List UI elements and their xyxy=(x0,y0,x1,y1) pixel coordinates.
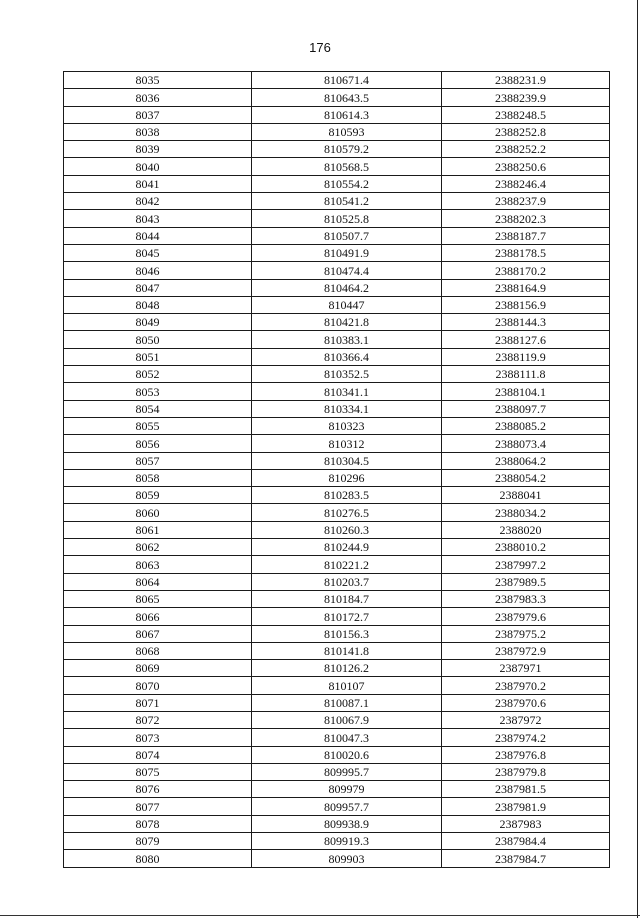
x-coordinate-cell: 810643.5 xyxy=(252,89,442,106)
table-row xyxy=(64,763,610,780)
table-row xyxy=(64,452,610,469)
x-coordinate-cell: 810087.1 xyxy=(252,694,442,711)
point-id-cell: 8049 xyxy=(64,314,252,331)
table-row xyxy=(64,123,610,140)
x-coordinate-cell: 810474.4 xyxy=(252,262,442,279)
x-coordinate-cell: 810296 xyxy=(252,469,442,486)
y-coordinate-cell: 2387972.9 xyxy=(442,642,610,659)
point-id-cell: 8080 xyxy=(64,850,252,867)
point-id-cell: 8047 xyxy=(64,279,252,296)
y-coordinate-cell: 2388202.3 xyxy=(442,210,610,227)
point-id-cell: 8061 xyxy=(64,521,252,538)
x-coordinate-cell: 809995.7 xyxy=(252,763,442,780)
point-id-cell: 8079 xyxy=(64,833,252,850)
y-coordinate-cell: 2388073.4 xyxy=(442,435,610,452)
x-coordinate-cell: 810383.1 xyxy=(252,331,442,348)
y-coordinate-cell: 2388246.4 xyxy=(442,175,610,192)
point-id-cell: 8065 xyxy=(64,590,252,607)
y-coordinate-cell: 2388164.9 xyxy=(442,279,610,296)
table-row xyxy=(64,314,610,331)
y-coordinate-cell: 2388111.8 xyxy=(442,366,610,383)
y-coordinate-cell: 2388104.1 xyxy=(442,383,610,400)
x-coordinate-cell: 809938.9 xyxy=(252,815,442,832)
table-row xyxy=(64,244,610,261)
x-coordinate-cell: 810047.3 xyxy=(252,729,442,746)
table-row xyxy=(64,625,610,642)
point-id-cell: 8072 xyxy=(64,711,252,728)
point-id-cell: 8064 xyxy=(64,573,252,590)
point-id-cell: 8067 xyxy=(64,625,252,642)
table-row xyxy=(64,539,610,556)
x-coordinate-cell: 810593 xyxy=(252,123,442,140)
table-row xyxy=(64,400,610,417)
table-row xyxy=(64,469,610,486)
x-coordinate-cell: 810126.2 xyxy=(252,660,442,677)
table-row xyxy=(64,711,610,728)
x-coordinate-cell: 810579.2 xyxy=(252,141,442,158)
y-coordinate-cell: 2388187.7 xyxy=(442,227,610,244)
table-row xyxy=(64,383,610,400)
y-coordinate-cell: 2387974.2 xyxy=(442,729,610,746)
x-coordinate-cell: 810614.3 xyxy=(252,106,442,123)
table-row xyxy=(64,72,610,89)
table-row xyxy=(64,366,610,383)
table-row xyxy=(64,89,610,106)
y-coordinate-cell: 2387997.2 xyxy=(442,556,610,573)
table-row xyxy=(64,279,610,296)
table-row xyxy=(64,556,610,573)
y-coordinate-cell: 2388144.3 xyxy=(442,314,610,331)
y-coordinate-cell: 2387979.6 xyxy=(442,608,610,625)
point-id-cell: 8055 xyxy=(64,417,252,434)
x-coordinate-cell: 810334.1 xyxy=(252,400,442,417)
page-edge-bottom xyxy=(0,915,640,916)
x-coordinate-cell: 810464.2 xyxy=(252,279,442,296)
x-coordinate-cell: 810244.9 xyxy=(252,539,442,556)
point-id-cell: 8071 xyxy=(64,694,252,711)
page-edge-right xyxy=(637,0,638,918)
x-coordinate-cell: 810341.1 xyxy=(252,383,442,400)
table-row xyxy=(64,435,610,452)
point-id-cell: 8078 xyxy=(64,815,252,832)
x-coordinate-cell: 810283.5 xyxy=(252,487,442,504)
table-row xyxy=(64,642,610,659)
x-coordinate-cell: 810366.4 xyxy=(252,348,442,365)
point-id-cell: 8039 xyxy=(64,141,252,158)
point-id-cell: 8060 xyxy=(64,504,252,521)
table-row xyxy=(64,590,610,607)
point-id-cell: 8074 xyxy=(64,746,252,763)
x-coordinate-cell: 809957.7 xyxy=(252,798,442,815)
point-id-cell: 8040 xyxy=(64,158,252,175)
point-id-cell: 8046 xyxy=(64,262,252,279)
x-coordinate-cell: 810491.9 xyxy=(252,244,442,261)
y-coordinate-cell: 2388237.9 xyxy=(442,193,610,210)
table-row xyxy=(64,296,610,313)
y-coordinate-cell: 2388119.9 xyxy=(442,348,610,365)
table-row xyxy=(64,660,610,677)
table-row xyxy=(64,262,610,279)
y-coordinate-cell: 2387981.9 xyxy=(442,798,610,815)
x-coordinate-cell: 810067.9 xyxy=(252,711,442,728)
x-coordinate-cell: 810421.8 xyxy=(252,314,442,331)
x-coordinate-cell: 810221.2 xyxy=(252,556,442,573)
table-row xyxy=(64,729,610,746)
y-coordinate-cell: 2387970.2 xyxy=(442,677,610,694)
y-coordinate-cell: 2388034.2 xyxy=(442,504,610,521)
point-id-cell: 8052 xyxy=(64,366,252,383)
point-id-cell: 8076 xyxy=(64,781,252,798)
x-coordinate-cell: 810304.5 xyxy=(252,452,442,469)
x-coordinate-cell: 810172.7 xyxy=(252,608,442,625)
point-id-cell: 8075 xyxy=(64,763,252,780)
x-coordinate-cell: 810541.2 xyxy=(252,193,442,210)
point-id-cell: 8045 xyxy=(64,244,252,261)
point-id-cell: 8068 xyxy=(64,642,252,659)
table-row xyxy=(64,521,610,538)
point-id-cell: 8056 xyxy=(64,435,252,452)
x-coordinate-cell: 809919.3 xyxy=(252,833,442,850)
y-coordinate-cell: 2387972 xyxy=(442,711,610,728)
y-coordinate-cell: 2388010.2 xyxy=(442,539,610,556)
point-id-cell: 8041 xyxy=(64,175,252,192)
table-row xyxy=(64,815,610,832)
y-coordinate-cell: 2387983 xyxy=(442,815,610,832)
table-row xyxy=(64,608,610,625)
point-id-cell: 8069 xyxy=(64,660,252,677)
point-id-cell: 8037 xyxy=(64,106,252,123)
table-row xyxy=(64,746,610,763)
table-row xyxy=(64,348,610,365)
point-id-cell: 8062 xyxy=(64,539,252,556)
x-coordinate-cell: 810312 xyxy=(252,435,442,452)
x-coordinate-cell: 810203.7 xyxy=(252,573,442,590)
point-id-cell: 8073 xyxy=(64,729,252,746)
y-coordinate-cell: 2388097.7 xyxy=(442,400,610,417)
table-row xyxy=(64,694,610,711)
table-row xyxy=(64,781,610,798)
x-coordinate-cell: 810184.7 xyxy=(252,590,442,607)
y-coordinate-cell: 2388250.6 xyxy=(442,158,610,175)
table-row xyxy=(64,573,610,590)
y-coordinate-cell: 2387989.5 xyxy=(442,573,610,590)
point-id-cell: 8063 xyxy=(64,556,252,573)
table-row xyxy=(64,227,610,244)
y-coordinate-cell: 2388020 xyxy=(442,521,610,538)
x-coordinate-cell: 810671.4 xyxy=(252,72,442,89)
table-row xyxy=(64,106,610,123)
x-coordinate-cell: 810156.3 xyxy=(252,625,442,642)
point-id-cell: 8066 xyxy=(64,608,252,625)
y-coordinate-cell: 2388054.2 xyxy=(442,469,610,486)
table-row xyxy=(64,331,610,348)
page-number: 176 xyxy=(309,40,331,55)
table-row xyxy=(64,833,610,850)
y-coordinate-cell: 2387984.7 xyxy=(442,850,610,867)
y-coordinate-cell: 2387979.8 xyxy=(442,763,610,780)
point-id-cell: 8044 xyxy=(64,227,252,244)
point-id-cell: 8070 xyxy=(64,677,252,694)
table-row xyxy=(64,193,610,210)
y-coordinate-cell: 2387970.6 xyxy=(442,694,610,711)
x-coordinate-cell: 810020.6 xyxy=(252,746,442,763)
y-coordinate-cell: 2387975.2 xyxy=(442,625,610,642)
y-coordinate-cell: 2387971 xyxy=(442,660,610,677)
y-coordinate-cell: 2388127.6 xyxy=(442,331,610,348)
x-coordinate-cell: 810323 xyxy=(252,417,442,434)
x-coordinate-cell: 810525.8 xyxy=(252,210,442,227)
x-coordinate-cell: 810141.8 xyxy=(252,642,442,659)
y-coordinate-cell: 2388178.5 xyxy=(442,244,610,261)
coordinates-table-body xyxy=(64,72,610,868)
point-id-cell: 8043 xyxy=(64,210,252,227)
x-coordinate-cell: 810447 xyxy=(252,296,442,313)
y-coordinate-cell: 2388239.9 xyxy=(442,89,610,106)
point-id-cell: 8050 xyxy=(64,331,252,348)
table-row xyxy=(64,677,610,694)
y-coordinate-cell: 2388156.9 xyxy=(442,296,610,313)
table-row xyxy=(64,504,610,521)
point-id-cell: 8035 xyxy=(64,72,252,89)
y-coordinate-cell: 2388064.2 xyxy=(442,452,610,469)
y-coordinate-cell: 2388170.2 xyxy=(442,262,610,279)
x-coordinate-cell: 810107 xyxy=(252,677,442,694)
table-row xyxy=(64,417,610,434)
x-coordinate-cell: 810260.3 xyxy=(252,521,442,538)
y-coordinate-cell: 2387976.8 xyxy=(442,746,610,763)
y-coordinate-cell: 2388248.5 xyxy=(442,106,610,123)
y-coordinate-cell: 2388252.2 xyxy=(442,141,610,158)
y-coordinate-cell: 2388231.9 xyxy=(442,72,610,89)
table-row xyxy=(64,487,610,504)
point-id-cell: 8077 xyxy=(64,798,252,815)
point-id-cell: 8038 xyxy=(64,123,252,140)
x-coordinate-cell: 810352.5 xyxy=(252,366,442,383)
y-coordinate-cell: 2388252.8 xyxy=(442,123,610,140)
point-id-cell: 8036 xyxy=(64,89,252,106)
y-coordinate-cell: 2388041 xyxy=(442,487,610,504)
point-id-cell: 8059 xyxy=(64,487,252,504)
point-id-cell: 8048 xyxy=(64,296,252,313)
table-row xyxy=(64,141,610,158)
x-coordinate-cell: 810554.2 xyxy=(252,175,442,192)
y-coordinate-cell: 2388085.2 xyxy=(442,417,610,434)
table-row xyxy=(64,850,610,867)
table-row xyxy=(64,798,610,815)
table-row xyxy=(64,158,610,175)
point-id-cell: 8058 xyxy=(64,469,252,486)
coordinates-table xyxy=(63,71,610,868)
point-id-cell: 8057 xyxy=(64,452,252,469)
x-coordinate-cell: 809979 xyxy=(252,781,442,798)
point-id-cell: 8042 xyxy=(64,193,252,210)
table-row xyxy=(64,175,610,192)
point-id-cell: 8053 xyxy=(64,383,252,400)
point-id-cell: 8051 xyxy=(64,348,252,365)
x-coordinate-cell: 810276.5 xyxy=(252,504,442,521)
x-coordinate-cell: 810507.7 xyxy=(252,227,442,244)
point-id-cell: 8054 xyxy=(64,400,252,417)
table-row xyxy=(64,210,610,227)
y-coordinate-cell: 2387983.3 xyxy=(442,590,610,607)
y-coordinate-cell: 2387981.5 xyxy=(442,781,610,798)
x-coordinate-cell: 810568.5 xyxy=(252,158,442,175)
x-coordinate-cell: 809903 xyxy=(252,850,442,867)
y-coordinate-cell: 2387984.4 xyxy=(442,833,610,850)
